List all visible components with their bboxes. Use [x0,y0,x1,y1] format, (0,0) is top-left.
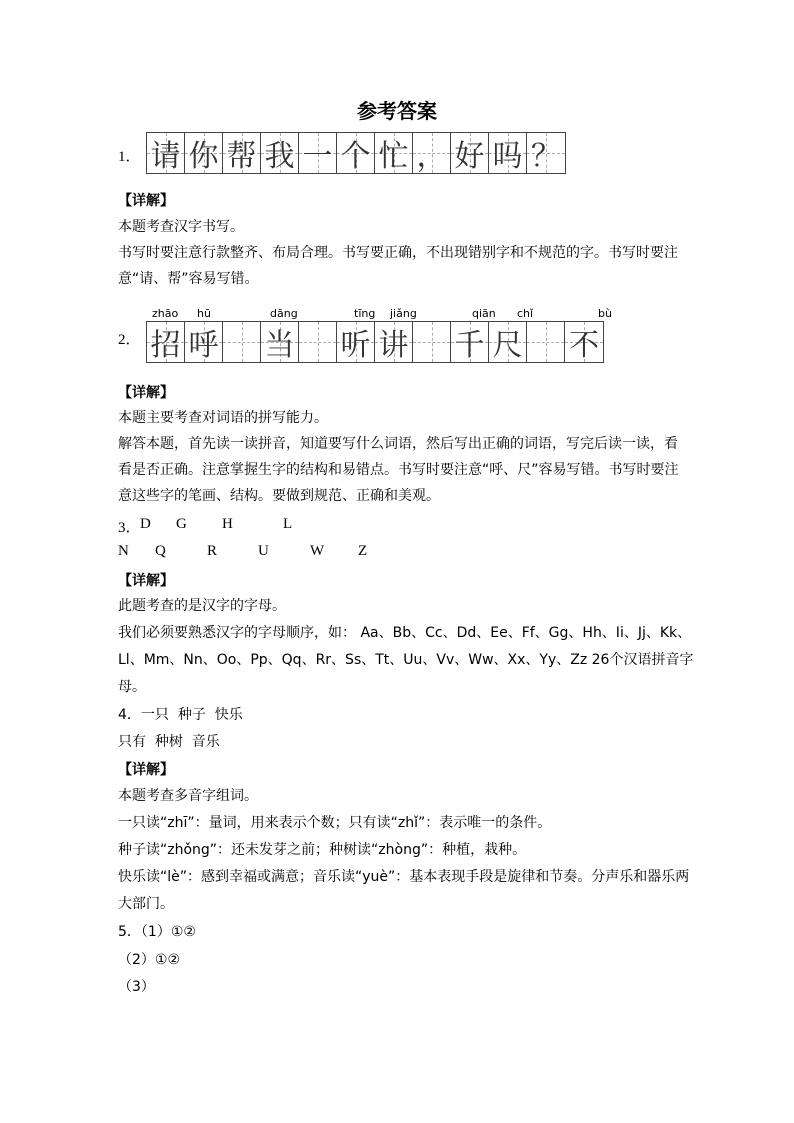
q2-pinyin-7: chǐ [517,307,534,320]
q1-grid-char-1: 请 [150,139,181,174]
q2-grid-cell-7 [375,322,413,362]
q2-grid-cell-11 [527,322,565,362]
q2-grid-cell-8 [413,322,451,362]
q2-grid-char-6: 听 [340,328,371,363]
q2-number: 2． [118,332,141,348]
q5-number: 5． [118,924,141,940]
q3-letter-3: H [222,516,233,532]
q1-grid-cell-10 [489,133,527,173]
q2-grid-char-2: 呼 [188,328,219,363]
q4-answer-1: 一只 种子 快乐 [140,707,243,723]
q5-row-1 [118,922,196,942]
q1-grid-char-10: 吗 [492,139,523,174]
q4-number: 4． [118,707,141,723]
q1-grid-char-6: 个 [340,139,371,174]
q2-grid-cell-12 [565,322,603,362]
q2-pinyin-8: bù [598,307,612,320]
q1-line-1: 本题考查汉字书写。 [118,219,244,235]
q1-grid-char-7: 忙 [378,139,409,174]
q2-grid-cell-5 [299,322,337,362]
q1-grid-char-5: 一 [302,139,333,174]
q2-grid-cell-4 [261,322,299,362]
q3-line-1: 此题考查的是汉字的字母。 [118,598,286,614]
q4-detail-label: 【详解】 [118,762,174,778]
q2-line-1: 本题主要考查对词语的拼写能力。 [118,410,328,426]
q4-line-5: 大部门。 [118,896,174,912]
q3-number: 3． [118,520,141,536]
q2-grid-char-1: 招 [150,328,181,363]
q4-answer-2: 只有 种树 音乐 [118,734,220,750]
q3-letter-2: G [176,516,187,532]
page-title: 参考答案 [357,99,437,123]
q3-line-3: Ll、Mm、Nn、Oo、Pp、Qq、Rr、Ss、Tt、Uu、Vv、Ww、Xx、Yy、Zz 26个汉语拼音字 [118,652,694,668]
q2-line-2: 解答本题，首先读一读拼音，知道要写什么词语，然后写出正确的词语，写完后读一读，看 [118,436,678,452]
q1-line-3: 意“请、帮”容易写错。 [118,271,259,287]
q1-number: 1． [118,149,141,165]
q2-line-4: 意这些字的笔画、结构。要做到规范、正确和美观。 [118,488,440,504]
q2-grid-char-12: 不 [569,328,599,363]
q2-pinyin-1: zhāo [152,307,179,320]
q1-grid-cell-3 [223,133,261,173]
q2-pinyin-5: jiǎng [390,307,417,320]
q1-grid-cell-8 [413,133,451,173]
q3-letter-6: Q [155,543,166,559]
q1-grid-char-3: 帮 [226,139,257,174]
q1-grid-cell-9 [451,133,489,173]
q4-line-2: 一只读“zhī”：量词，用来表示个数；只有读“zhǐ”：表示唯一的条件。 [118,815,552,831]
q2-grid-char-7: 讲 [378,328,409,363]
q1-grid-char-11: ？ [531,139,561,174]
q5-sub-2: （2）①② [118,952,181,968]
q3-line-4: 母。 [118,679,146,695]
q3-letter-5: N [118,543,129,559]
q4-line-4: 快乐读“lè”：感到幸福或满意；音乐读“yuè”：基本表现手段是旋律和节奏。分声乐和器乐两 [118,869,690,885]
q2-line-3: 看是否正确。注意掌握生字的结构和易错点。书写时要注意“呼、尺”容易写错。书写时要注 [118,462,679,478]
q2-grid-cell-10 [489,322,527,362]
q2-grid-cell-2 [185,322,223,362]
q2-pinyin-4: tīng [354,307,376,320]
q2-grid-cell-9 [451,322,489,362]
q3-line-2: 我们必须要熟悉汉字的字母顺序，如： Aa、Bb、Cc、Dd、Ee、Ff、Gg、Hh、Ii、Jj、Kk、 [118,625,692,641]
q5-sub-3: （3） [118,979,155,995]
q4-line-1: 本题考查多音字组词。 [118,788,258,804]
q1-grid-cell-7 [375,133,413,173]
q5-sub-1: （1）①② [140,924,196,940]
q2-writing-grid [146,321,604,363]
q3-letter-9: W [310,543,325,559]
q1-grid-char-4: 我 [264,139,295,174]
q1-grid-cell-6 [337,133,375,173]
q2-grid-cell-1 [147,322,185,362]
q3-letter-10: Z [358,543,368,559]
q2-detail-label: 【详解】 [118,385,174,401]
q1-grid-cell-11 [527,133,565,173]
q2-grid-char-10: 尺 [492,328,523,363]
q1-grid-char-8: ， [416,139,447,174]
q3-letter-1: D [140,516,151,532]
q2-grid-char-9: 千 [454,328,485,363]
q2-grid-cell-3 [223,322,261,362]
q1-grid-char-9: 好 [454,139,485,174]
q1-grid-char-2: 你 [188,139,219,174]
q2-grid-cell-6 [337,322,375,362]
q1-line-2: 书写时要注意行款整齐、布局合理。书写要正确，不出现错别字和不规范的字。书写时要注 [118,245,678,261]
q1-detail-label: 【详解】 [118,193,174,209]
q1-grid-cell-1 [147,133,185,173]
q3-letter-7: R [207,543,218,559]
q2-pinyin-3: dāng [270,307,298,320]
q4-line-3: 种子读“zhǒng”：还未发芽之前；种树读“zhòng”：种植，栽种。 [118,842,527,858]
q1-grid-cell-4 [261,133,299,173]
q2-pinyin-6: qiān [472,307,496,320]
q1-grid-cell-2 [185,133,223,173]
q3-letter-4: L [283,516,293,532]
q3-letter-8: U [258,543,269,559]
q1-writing-grid [146,132,566,174]
q4-row-1 [118,705,243,725]
q3-detail-label: 【详解】 [118,573,174,589]
q1-grid-cell-5 [299,133,337,173]
q2-grid-char-4: 当 [264,328,295,363]
q2-pinyin-2: hū [197,307,211,320]
